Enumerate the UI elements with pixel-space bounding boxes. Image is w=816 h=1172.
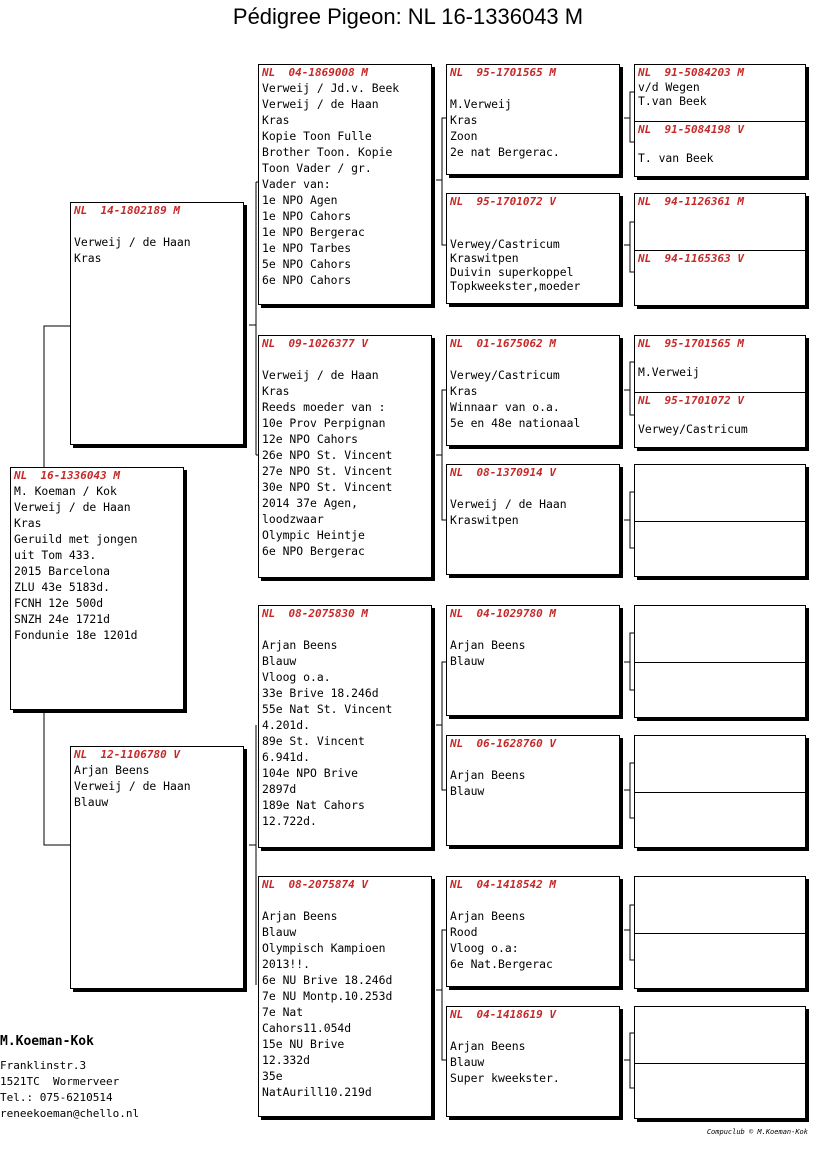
ring-number: NL 01-1675062 M	[450, 337, 556, 350]
detail-line	[450, 209, 619, 223]
g4-card-15[interactable]	[634, 1006, 806, 1064]
detail-line: Kras	[262, 113, 290, 127]
ring-number: NL 95-1701565 M	[450, 66, 556, 79]
owner-name: M.Koeman-Kok	[0, 1034, 94, 1049]
detail-line: 89e St. Vincent	[262, 734, 365, 748]
detail-line: Kopie Toon Fulle	[262, 129, 372, 143]
detail-line: 189e Nat Cahors	[262, 798, 365, 812]
detail-line	[450, 351, 619, 367]
pigeon-details	[447, 209, 619, 293]
detail-line: M.Verweij	[638, 365, 700, 379]
detail-line: 2e nat Bergerac.	[450, 145, 560, 159]
detail-line: 1e NPO Agen	[262, 193, 338, 207]
detail-line: 6e NPO Bergerac	[262, 544, 365, 558]
ring-number	[635, 606, 805, 607]
detail-line: Kras	[450, 113, 478, 127]
detail-line: 33e Brive 18.246d	[262, 686, 379, 700]
detail-line: 15e NU Brive	[262, 1037, 345, 1051]
pigeon-details	[447, 480, 619, 528]
great-grandparent-card-2[interactable]	[446, 193, 620, 304]
detail-line: Kras	[262, 384, 290, 398]
pigeon-details	[447, 751, 619, 799]
ring-number: NL 04-1869008 M	[262, 66, 368, 79]
g4-card-7[interactable]	[634, 464, 806, 522]
detail-line: Brother Toon. Kopie	[262, 145, 393, 159]
detail-line: Verweij / de Haan	[262, 368, 379, 382]
detail-line: 2013!!.	[262, 957, 311, 971]
father-card[interactable]	[70, 202, 244, 445]
owner-address	[0, 1034, 139, 1122]
detail-line: Blauw	[74, 795, 109, 809]
detail-line: 7e NU Montp.10.253d	[262, 989, 393, 1003]
detail-line: Blauw	[450, 784, 485, 798]
pigeon-details	[259, 351, 431, 559]
detail-line: 1e NPO Tarbes	[262, 241, 352, 255]
detail-line: Blauw	[262, 654, 297, 668]
detail-line: 6e NU Brive 18.246d	[262, 973, 393, 987]
detail-line: 12.722d.	[262, 814, 317, 828]
detail-line	[450, 621, 619, 637]
owner-email[interactable]: reneekoeman@chello.nl	[0, 1107, 140, 1120]
detail-line: Verweij / de Haan	[450, 497, 567, 511]
detail-line	[450, 892, 619, 908]
detail-line: loodzwaar	[262, 512, 324, 526]
detail-line: Verweij / de Haan	[262, 97, 379, 111]
pigeon-details	[447, 351, 619, 431]
pigeon-details	[71, 218, 243, 266]
detail-line: Arjan Beens	[450, 909, 526, 923]
detail-line: NatAurill10.219d	[262, 1085, 372, 1099]
detail-line: 26e NPO St. Vincent	[262, 448, 393, 462]
detail-line: Blauw	[450, 1055, 485, 1069]
detail-line: 7e Nat	[262, 1005, 304, 1019]
detail-line: Rood	[450, 925, 478, 939]
ring-number: NL 08-2075830 M	[262, 607, 368, 620]
detail-line	[638, 137, 805, 151]
detail-line	[450, 80, 619, 96]
owner-street: Franklinstr.3	[0, 1059, 87, 1072]
detail-line: 5e NPO Cahors	[262, 257, 352, 271]
detail-line: 2014 37e Agen,	[262, 496, 359, 510]
owner-phone: Tel.: 075-6210514	[0, 1091, 113, 1104]
detail-line	[262, 621, 431, 637]
detail-line: Arjan Beens	[262, 909, 338, 923]
ring-number	[635, 1007, 805, 1008]
detail-line: ZLU 43e 5183d.	[14, 580, 111, 594]
g4-card-13[interactable]	[634, 876, 806, 934]
g4-card-12[interactable]	[634, 792, 806, 848]
grandparent-card-1[interactable]	[258, 64, 432, 305]
detail-line: Kras	[450, 384, 478, 398]
ring-number: NL 14-1802189 M	[74, 204, 180, 217]
pigeon-details	[447, 1022, 619, 1086]
detail-line: Blauw	[450, 654, 485, 668]
detail-line: Verweij / de Haan	[14, 500, 131, 514]
great-grandparent-card-1[interactable]	[446, 64, 620, 175]
detail-line: Geruild met jongen	[14, 532, 138, 546]
pigeon-details	[635, 408, 805, 436]
detail-line: SNZH 24e 1721d	[14, 612, 111, 626]
detail-line: 1e NPO Bergerac	[262, 225, 365, 239]
detail-line: 4.201d.	[262, 718, 311, 732]
detail-line: Duivin superkoppel	[450, 265, 574, 279]
ring-number: NL 09-1026377 V	[262, 337, 368, 350]
detail-line: Kraswitpen	[450, 251, 519, 265]
detail-line: Fondunie 18e 1201d	[14, 628, 138, 642]
detail-line: Verweij / Jd.v. Beek	[262, 81, 400, 95]
ring-number: NL 95-1701072 V	[450, 195, 556, 208]
detail-line: 104e NPO Brive	[262, 766, 359, 780]
ring-number: NL 08-1370914 V	[450, 466, 556, 479]
detail-line: Topkweekster,moeder	[450, 279, 581, 293]
ring-number: NL 91-5084198 V	[638, 123, 744, 136]
detail-line	[450, 1022, 619, 1038]
detail-line: Verweij / de Haan	[74, 235, 191, 249]
detail-line: Arjan Beens	[74, 763, 150, 777]
great-grandparent-card-5[interactable]	[446, 605, 620, 716]
ring-number: NL 95-1701072 V	[638, 394, 744, 407]
ring-number	[635, 793, 805, 794]
detail-line: Verweij / de Haan	[74, 779, 191, 793]
subject-pigeon-card[interactable]	[10, 467, 184, 710]
detail-line	[262, 351, 431, 367]
g4-card-8[interactable]	[634, 521, 806, 577]
detail-line: Verwey/Castricum	[450, 237, 560, 251]
detail-line: Kras	[14, 516, 42, 530]
detail-line: Vloog o.a:	[450, 941, 519, 955]
detail-line: 6.941d.	[262, 750, 311, 764]
detail-line: 27e NPO St. Vincent	[262, 464, 393, 478]
detail-line: v/d Wegen	[638, 80, 700, 94]
ring-number	[635, 522, 805, 523]
ring-number: NL 95-1701565 M	[638, 337, 744, 350]
g4-card-4[interactable]	[634, 250, 806, 306]
detail-line: 12.332d	[262, 1053, 311, 1067]
detail-line: 5e en 48e nationaal	[450, 416, 581, 430]
detail-line: Blauw	[262, 925, 297, 939]
ring-number	[635, 663, 805, 664]
great-grandparent-card-8[interactable]	[446, 1006, 620, 1117]
pigeon-details	[447, 80, 619, 160]
g4-card-5[interactable]	[634, 335, 806, 393]
detail-line: Arjan Beens	[450, 768, 526, 782]
ring-number	[635, 877, 805, 878]
grandparent-card-4[interactable]	[258, 876, 432, 1117]
detail-line: 2897d	[262, 782, 297, 796]
g4-card-1[interactable]	[634, 64, 806, 122]
detail-line: M.Verweij	[450, 97, 512, 111]
page-title: Pédigree Pigeon: NL 16-1336043 M	[232, 4, 584, 29]
ring-number	[635, 465, 805, 466]
detail-line: Reeds moeder van :	[262, 400, 386, 414]
pigeon-details	[635, 137, 805, 165]
grandparent-card-2[interactable]	[258, 335, 432, 578]
detail-line	[450, 223, 619, 237]
ring-number: NL 04-1418542 M	[450, 878, 556, 891]
pigeon-details	[259, 892, 431, 1100]
pigeon-details	[447, 892, 619, 972]
g4-card-2[interactable]	[634, 121, 806, 177]
ring-number	[635, 934, 805, 935]
g4-card-14[interactable]	[634, 933, 806, 989]
pigeon-details	[11, 483, 183, 643]
detail-line: 30e NPO St. Vincent	[262, 480, 393, 494]
detail-line: FCNH 12e 500d	[14, 596, 104, 610]
ring-number: NL 12-1106780 V	[74, 748, 180, 761]
ring-number: NL 04-1418619 V	[450, 1008, 556, 1021]
ring-number: NL 04-1029780 M	[450, 607, 556, 620]
ring-number: NL 06-1628760 V	[450, 737, 556, 750]
pigeon-details	[635, 351, 805, 379]
g4-card-11[interactable]	[634, 735, 806, 793]
detail-line: T.van Beek	[638, 94, 707, 108]
g4-card-3[interactable]	[634, 193, 806, 251]
great-grandparent-card-6[interactable]	[446, 735, 620, 846]
detail-line	[638, 408, 805, 422]
detail-line: 10e Prov Perpignan	[262, 416, 386, 430]
footer-copyright: Compuclub © M.Koeman-Kok	[706, 1128, 808, 1136]
pigeon-details	[259, 80, 431, 288]
detail-line: 6e NPO Cahors	[262, 273, 352, 287]
ring-number: NL 16-1336043 M	[14, 469, 120, 482]
detail-line: Zoon	[450, 129, 478, 143]
detail-line: 12e NPO Cahors	[262, 432, 359, 446]
detail-line: Cahors11.054d	[262, 1021, 352, 1035]
detail-line	[74, 218, 243, 234]
ring-number	[635, 736, 805, 737]
detail-line: M. Koeman / Kok	[14, 484, 117, 498]
detail-line: Verwey/Castricum	[638, 422, 748, 436]
pigeon-details	[71, 762, 243, 810]
detail-line: Arjan Beens	[262, 638, 338, 652]
detail-line: Vader van:	[262, 177, 331, 191]
detail-line: 2015 Barcelona	[14, 564, 111, 578]
detail-line: 1e NPO Cahors	[262, 209, 352, 223]
detail-line: Super kweekster.	[450, 1071, 560, 1085]
detail-line: T. van Beek	[638, 151, 714, 165]
ring-number: NL 08-2075874 V	[262, 878, 368, 891]
g4-card-10[interactable]	[634, 662, 806, 718]
detail-line	[450, 480, 619, 496]
detail-line: uit Tom 433.	[14, 548, 97, 562]
mother-card[interactable]	[70, 746, 244, 989]
ring-number: NL 91-5084203 M	[638, 66, 744, 79]
ring-number: NL 94-1165363 V	[638, 252, 744, 265]
detail-line: Verwey/Castricum	[450, 368, 560, 382]
ring-number	[635, 1064, 805, 1065]
detail-line: Olympisch Kampioen	[262, 941, 386, 955]
detail-line: Winnaar van o.a.	[450, 400, 560, 414]
pigeon-details	[635, 80, 805, 108]
detail-line: Arjan Beens	[450, 638, 526, 652]
great-grandparent-card-3[interactable]	[446, 335, 620, 446]
g4-card-9[interactable]	[634, 605, 806, 663]
detail-line: Olympic Heintje	[262, 528, 365, 542]
detail-line: Toon Vader / gr.	[262, 161, 372, 175]
great-grandparent-card-7[interactable]	[446, 876, 620, 987]
ring-number: NL 94-1126361 M	[638, 195, 744, 208]
grandparent-card-3[interactable]	[258, 605, 432, 848]
detail-line: 35e	[262, 1069, 283, 1083]
detail-line: 6e Nat.Bergerac	[450, 957, 553, 971]
detail-line: Arjan Beens	[450, 1039, 526, 1053]
g4-card-6[interactable]	[634, 392, 806, 448]
detail-line: Vloog o.a.	[262, 670, 331, 684]
detail-line	[262, 892, 431, 908]
great-grandparent-card-4[interactable]	[446, 464, 620, 575]
pigeon-details	[447, 621, 619, 669]
detail-line: Kras	[74, 251, 102, 265]
pigeon-details	[259, 621, 431, 829]
detail-line: 55e Nat St. Vincent	[262, 702, 393, 716]
detail-line: Kraswitpen	[450, 513, 519, 527]
g4-card-16[interactable]	[634, 1063, 806, 1119]
detail-line	[638, 351, 805, 365]
detail-line	[450, 751, 619, 767]
owner-city: 1521TC Wormerveer	[0, 1075, 120, 1088]
